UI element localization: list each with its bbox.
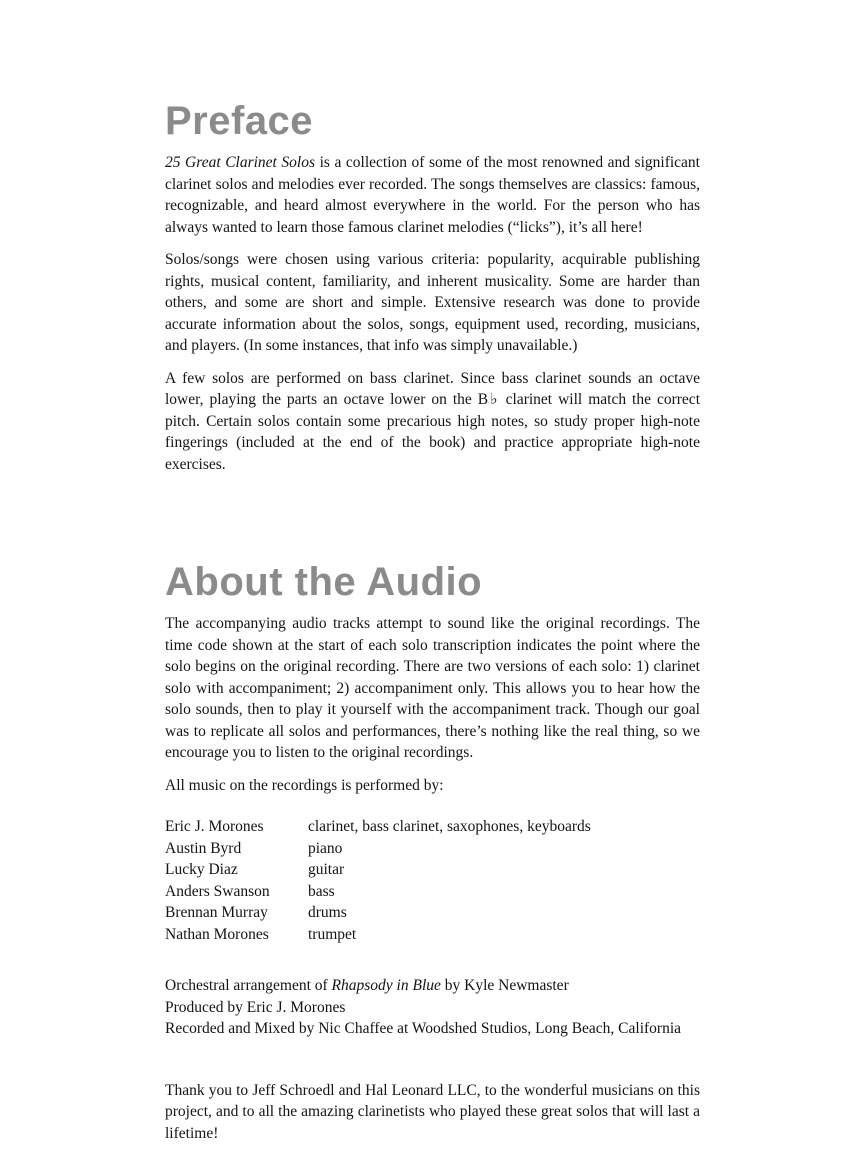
performer-row — [165, 859, 700, 881]
performer-name: Anders Swanson — [165, 882, 270, 900]
performer-name: Nathan Morones — [165, 925, 269, 943]
performer-row — [165, 838, 700, 860]
performer-name: Brennan Murray — [165, 904, 268, 921]
performer-row — [165, 816, 700, 838]
orchestral-credit-line — [165, 975, 700, 997]
recorded-credit-line: Recorded and Mixed by Nic Chaffee at Woodshed Studios, Long Beach, California — [165, 1020, 682, 1037]
about-paragraph-1: The accompanying audio tracks attempt to sound like the original recordings. The time code shown at the start of each solo transcription indicates the point where the solo begins on the original recording. There are two versions of each solo: 1) clarinet solo with accompaniment; 2) accompaniment only. This allows you to hear how the solo sounds, then to play it yourself with the accompaniment track. Though our goal was to replicate all solos and performances, there’s nothing like the real thing, so we encourage you to listen to the original recordings. — [165, 615, 700, 761]
performer-row — [165, 924, 700, 946]
performer-instruments: guitar — [308, 861, 345, 878]
preface-section — [165, 100, 700, 475]
performer-instruments: trumpet — [308, 925, 357, 943]
performer-instruments: clarinet, bass clarinet, saxophones, keyboards — [308, 818, 591, 835]
preface-paragraph-3: A few solos are performed on bass clarinet. Since bass clarinet sounds an octave lower, playing the parts an octave lower on the B♭ clarinet will match the correct pitch. Certain solos contain some precarious high notes, so study proper high-note fingerings (included at the end of the book) and practice appropriate high-note exercises. — [165, 369, 700, 473]
about-audio-section — [165, 561, 700, 1144]
preface-paragraph-1-text: is a collection of some of the most renowned and significant clarinet solos and melodies ever recorded. The songs themselves are classics: famous, recognizable, and heard almost everywhere in the world. For the person who has always wanted to learn those famous clarinet melodies (“licks”), it’s all here! — [165, 154, 700, 236]
orchestral-work-title: Rhapsody in Blue — [331, 977, 441, 994]
thanks-paragraph: Thank you to Jeff Schroedl and Hal Leonard LLC, to the wonderful musicians on this project, and to all the amazing clarinetists who played these great solos that will last a lifetime! — [165, 1081, 700, 1142]
book-title-italic: 25 Great Clarinet Solos — [165, 154, 316, 171]
performers-list — [165, 816, 700, 945]
performer-row — [165, 881, 700, 903]
performer-instruments: piano — [308, 839, 343, 857]
performer-instruments: bass — [308, 882, 335, 900]
preface-heading: Preface — [165, 99, 314, 143]
orchestral-credit-prefix: Orchestral arrangement of — [165, 977, 332, 994]
performer-row — [165, 902, 700, 924]
preface-paragraph-2: Solos/songs were chosen using various criteria: popularity, acquirable publishing rights, musical content, familiarity, and inherent musicality. Some are harder than others, and some are short and simple. Extensive research was done to provide accurate information about the solos, songs, equipment used, recording, musicians, and players. (In some instances, that info was simply unavailable.) — [165, 251, 700, 354]
performer-instruments: drums — [308, 904, 347, 921]
performer-name: Eric J. Morones — [165, 818, 264, 835]
performer-name: Austin Byrd — [165, 839, 242, 857]
performer-name: Lucky Diaz — [165, 861, 238, 878]
production-credits — [165, 975, 700, 1040]
produced-credit-line: Produced by Eric J. Morones — [165, 998, 346, 1016]
about-audio-heading: About the Audio — [165, 560, 483, 604]
preface-paragraph-1 — [165, 152, 700, 238]
performed-by-intro: All music on the recordings is performed by: — [165, 776, 444, 794]
orchestral-credit-suffix: by Kyle Newmaster — [440, 977, 569, 994]
